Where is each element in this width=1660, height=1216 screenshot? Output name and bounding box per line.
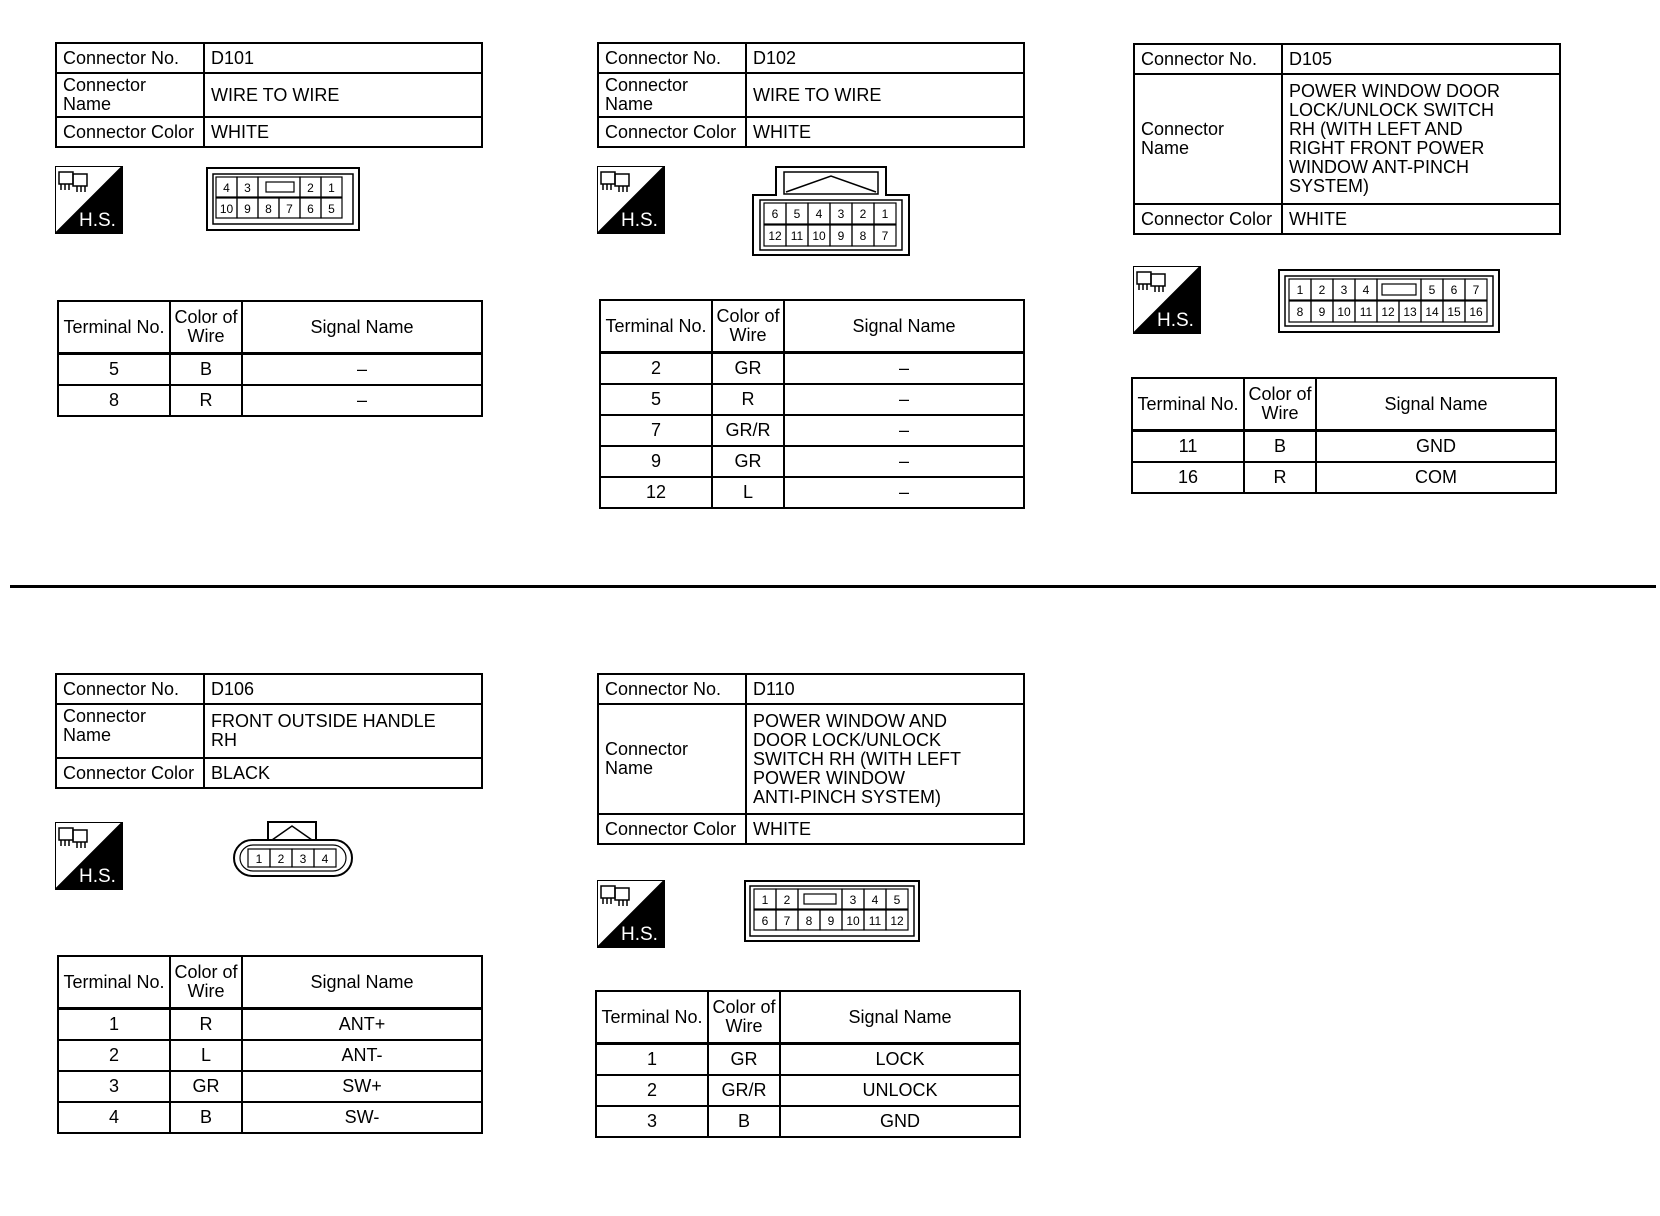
table-row: 3 GR SW+ [58, 1071, 482, 1102]
header-color-of-wire: Color of Wire [712, 300, 784, 353]
connector-name-value: WIRE TO WIRE [204, 73, 482, 117]
table-row: 5 R – [600, 384, 1024, 415]
pin-label: 1 [881, 207, 889, 221]
pin-label: 4 [1362, 283, 1370, 297]
pin-label: 4 [223, 181, 230, 195]
terminal-table-d105 [1131, 377, 1557, 494]
pin-label: 9 [827, 914, 835, 928]
table-row: 2 L ANT- [58, 1040, 482, 1071]
pin-label: 9 [244, 202, 251, 216]
label-connector-no: Connector No. [56, 674, 204, 704]
connector-info-table [55, 673, 483, 789]
label-connector-color: Connector Color [56, 117, 204, 147]
label-connector-no: Connector No. [598, 43, 746, 73]
connector-no-value: D106 [204, 674, 482, 704]
connector-color-value: WHITE [746, 814, 1024, 844]
connector-no-value: D105 [1282, 44, 1560, 74]
pin-label: 2 [277, 852, 285, 866]
label-connector-color: Connector Color [56, 758, 204, 788]
hs-label: H.S. [621, 924, 658, 945]
header-terminal-no: Terminal No. [58, 956, 170, 1009]
header-signal-name: Signal Name [242, 956, 482, 1009]
pin-label: 2 [307, 181, 314, 195]
harness-side-icon [597, 880, 665, 948]
connector-no-value: D102 [746, 43, 1024, 73]
connector-info-table [55, 42, 483, 148]
label-connector-name: Connector Name [598, 704, 746, 814]
harness-side-icon [55, 822, 123, 890]
pin-label: 10 [812, 229, 826, 243]
pin-label: 2 [1318, 283, 1326, 297]
pin-label: 1 [1296, 283, 1304, 297]
connector-d105 [1133, 43, 1561, 235]
pin-label: 12 [890, 914, 904, 928]
connector-name-value: FRONT OUTSIDE HANDLE RH [204, 704, 482, 758]
pin-label: 7 [286, 202, 293, 216]
label-connector-name: Connector Name [598, 73, 746, 117]
pin-label: 7 [783, 914, 791, 928]
connector-name-value: POWER WINDOW DOOR LOCK/UNLOCK SWITCH RH (WITH LEFT AND RIGHT FRONT POWER WINDOW ANT-PINCH SYSTEM) [1282, 74, 1560, 204]
harness-side-icon [1133, 266, 1201, 334]
header-signal-name: Signal Name [780, 991, 1020, 1044]
header-terminal-no: Terminal No. [58, 301, 170, 354]
connector-face-d110 [744, 880, 920, 942]
connector-info-table [597, 673, 1025, 845]
pin-label: 11 [790, 229, 804, 243]
pin-label: 3 [244, 181, 251, 195]
pin-label: 3 [849, 893, 857, 907]
table-row: 7 GR/R – [600, 415, 1024, 446]
connector-no-value: D101 [204, 43, 482, 73]
pin-label: 10 [1337, 305, 1351, 319]
pin-label: 1 [328, 181, 335, 195]
pin-label: 14 [1425, 305, 1439, 319]
pin-label: 12 [768, 229, 782, 243]
label-connector-color: Connector Color [598, 117, 746, 147]
connector-d102 [597, 42, 1025, 148]
table-row: 3 B GND [596, 1106, 1020, 1137]
pin-label: 8 [805, 914, 813, 928]
hs-label: H.S. [79, 210, 116, 231]
table-row: 5 B – [58, 354, 482, 386]
pin-label: 16 [1469, 305, 1483, 319]
pin-label: 7 [881, 229, 889, 243]
pin-label: 5 [893, 893, 901, 907]
section-divider [10, 585, 1656, 588]
pin-label: 7 [1472, 283, 1480, 297]
connector-d110 [597, 673, 1025, 845]
connector-face-d102 [752, 166, 910, 256]
label-connector-name: Connector Name [56, 704, 204, 758]
connector-info-table [1133, 43, 1561, 235]
table-row: 1 R ANT+ [58, 1009, 482, 1041]
connector-face-d101 [206, 167, 360, 231]
connector-color-value: WHITE [204, 117, 482, 147]
pin-label: 10 [846, 914, 860, 928]
connector-name-value: WIRE TO WIRE [746, 73, 1024, 117]
pin-label: 2 [783, 893, 791, 907]
header-signal-name: Signal Name [784, 300, 1024, 353]
connector-d106 [55, 673, 483, 789]
table-row: 9 GR – [600, 446, 1024, 477]
table-row: 1 GR LOCK [596, 1044, 1020, 1076]
pin-label: 8 [1296, 305, 1304, 319]
pin-label: 3 [837, 207, 845, 221]
pin-label: 6 [771, 207, 779, 221]
header-color-of-wire: Color of Wire [1244, 378, 1316, 431]
pin-label: 2 [859, 207, 867, 221]
label-connector-no: Connector No. [598, 674, 746, 704]
table-row: 12 L – [600, 477, 1024, 508]
table-row: 2 GR/R UNLOCK [596, 1075, 1020, 1106]
pin-label: 3 [1340, 283, 1348, 297]
pin-label: 3 [299, 852, 307, 866]
table-row: 2 GR – [600, 353, 1024, 385]
label-connector-color: Connector Color [1134, 204, 1282, 234]
pin-label: 8 [859, 229, 867, 243]
connector-info-table [597, 42, 1025, 148]
pin-label: 5 [1428, 283, 1436, 297]
header-signal-name: Signal Name [242, 301, 482, 354]
terminal-table-d101 [57, 300, 483, 417]
label-connector-no: Connector No. [1134, 44, 1282, 74]
hs-label: H.S. [1157, 310, 1194, 331]
connector-d101 [55, 42, 483, 148]
harness-side-icon [55, 166, 123, 234]
pin-label: 6 [1450, 283, 1458, 297]
label-connector-name: Connector Name [1134, 74, 1282, 204]
label-connector-name: Connector Name [56, 73, 204, 117]
header-signal-name: Signal Name [1316, 378, 1556, 431]
connector-color-value: WHITE [746, 117, 1024, 147]
harness-side-icon [597, 166, 665, 234]
header-terminal-no: Terminal No. [600, 300, 712, 353]
pin-label: 1 [761, 893, 769, 907]
connector-color-value: WHITE [1282, 204, 1560, 234]
label-connector-color: Connector Color [598, 814, 746, 844]
header-color-of-wire: Color of Wire [170, 956, 242, 1009]
table-row: 16 R COM [1132, 462, 1556, 493]
pin-label: 15 [1447, 305, 1461, 319]
pin-label: 5 [328, 202, 335, 216]
table-row: 8 R – [58, 385, 482, 416]
header-terminal-no: Terminal No. [1132, 378, 1244, 431]
terminal-table-d106 [57, 955, 483, 1134]
table-row: 11 B GND [1132, 431, 1556, 463]
connector-name-value: POWER WINDOW AND DOOR LOCK/UNLOCK SWITCH RH (WITH LEFT POWER WINDOW ANTI-PINCH SYSTEM) [746, 704, 1024, 814]
label-connector-no: Connector No. [56, 43, 204, 73]
pin-label: 8 [265, 202, 272, 216]
pin-label: 9 [1318, 305, 1326, 319]
connector-face-d105 [1278, 269, 1500, 333]
pin-label: 4 [871, 893, 879, 907]
hs-label: H.S. [79, 866, 116, 887]
connector-no-value: D110 [746, 674, 1024, 704]
pin-label: 4 [815, 207, 823, 221]
header-terminal-no: Terminal No. [596, 991, 708, 1044]
pin-label: 11 [1359, 305, 1373, 319]
pin-label: 6 [307, 202, 314, 216]
terminal-table-d102 [599, 299, 1025, 509]
pin-label: 5 [793, 207, 801, 221]
connector-color-value: BLACK [204, 758, 482, 788]
pin-label: 9 [837, 229, 845, 243]
header-color-of-wire: Color of Wire [708, 991, 780, 1044]
connector-face-d106 [232, 820, 354, 880]
header-color-of-wire: Color of Wire [170, 301, 242, 354]
pin-label: 4 [321, 852, 329, 866]
pin-label: 11 [868, 914, 882, 928]
table-row: 4 B SW- [58, 1102, 482, 1133]
terminal-table-d110 [595, 990, 1021, 1138]
pin-label: 1 [255, 852, 263, 866]
pin-label: 10 [219, 202, 234, 216]
pin-label: 6 [761, 914, 769, 928]
pin-label: 12 [1381, 305, 1395, 319]
hs-label: H.S. [621, 210, 658, 231]
pin-label: 13 [1403, 305, 1417, 319]
